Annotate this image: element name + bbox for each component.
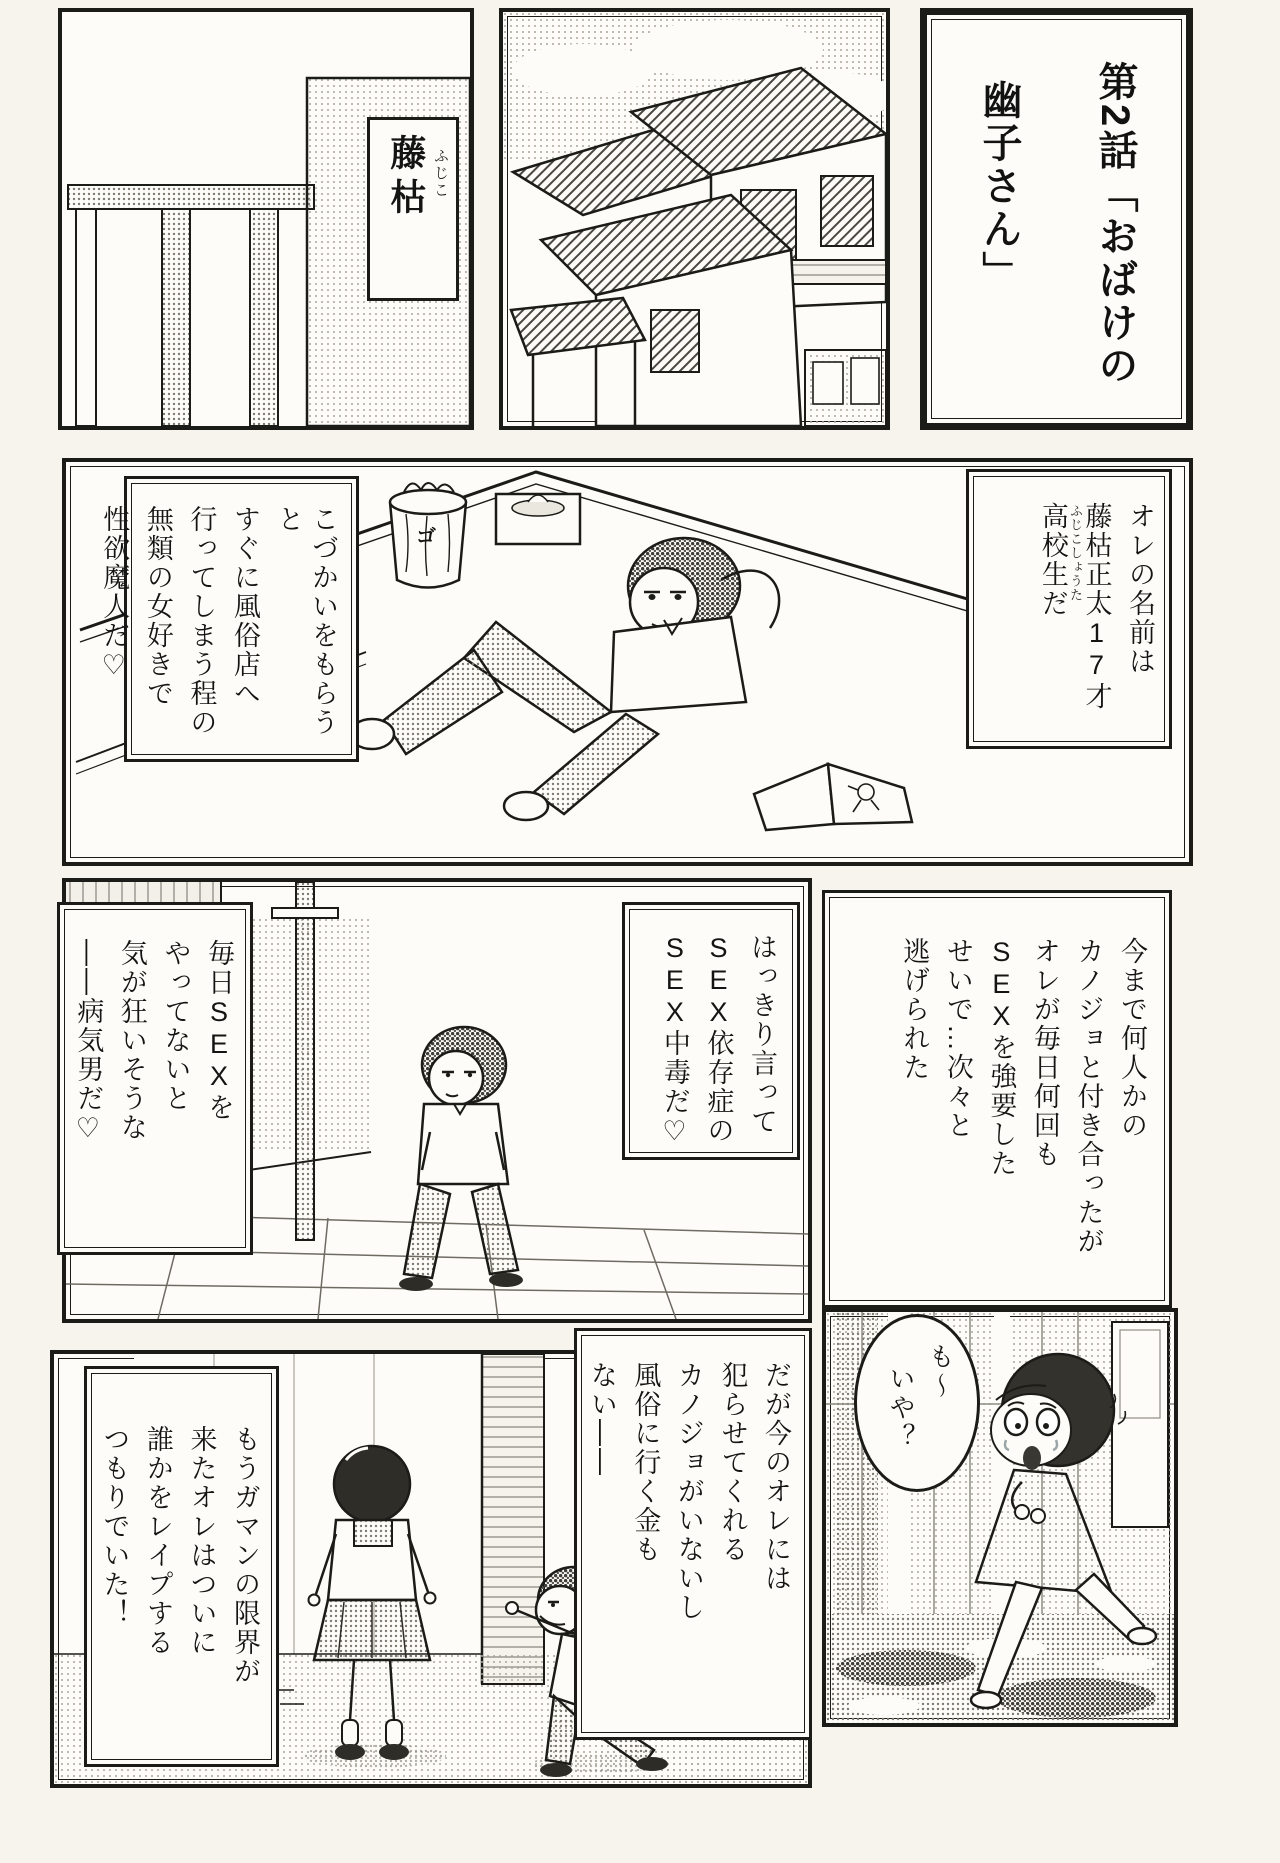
- narration-column: 藤枯正太17才: [1081, 502, 1112, 711]
- narration-column: ――病気男だ♡: [73, 939, 104, 1146]
- narration-box-everyday: [57, 902, 253, 1255]
- narration-column: はっきり言って: [747, 933, 777, 1136]
- narration-column: 高校生だ: [1037, 502, 1068, 618]
- narration-column: やってないと: [160, 939, 191, 1113]
- narration-column: せいで…次々と: [942, 937, 973, 1140]
- episode-title-line-1: 第2話「おばけの: [1093, 61, 1137, 388]
- panel-house: [499, 8, 890, 430]
- nameplate-kanji: 藤枯: [385, 134, 427, 222]
- narration-column: 無類の女好きで: [142, 505, 173, 708]
- speech-column: いや？: [886, 1365, 916, 1452]
- narration-column: オレの名前は: [1125, 502, 1155, 676]
- narration-column: SEX中毒だ♡: [659, 933, 690, 1149]
- narration-column: 毎日SEXを: [204, 939, 234, 1122]
- narration-column: SEXを強要した: [986, 937, 1017, 1178]
- narration-column: カノジョと付き合ったが: [1073, 937, 1104, 1256]
- narration-column: 来たオレはついに: [186, 1425, 217, 1657]
- speech-column: も〜: [925, 1343, 956, 1401]
- narration-column: SEX依存症の: [703, 933, 734, 1145]
- trash-bin-label: ゴ: [416, 526, 436, 548]
- narration-box-girlfriends: [822, 890, 1172, 1308]
- narration-column: ない――: [586, 1361, 617, 1477]
- narration-box-pervert-intro: [99, 476, 359, 762]
- narration-column: 今まで何人かの: [1117, 937, 1147, 1140]
- gate-nameplate: [367, 117, 459, 301]
- narration-box-addict: [622, 902, 800, 1160]
- narration-column: 誰かをレイプする: [142, 1425, 173, 1657]
- episode-title-line-2: 幽子さん」: [977, 79, 1021, 294]
- narration-column: こづかいをもらうと: [273, 505, 338, 737]
- narration-box-name-intro: [966, 469, 1172, 749]
- narration-column: つもりでいた！: [99, 1425, 130, 1628]
- narration-column: 犯らせてくれる: [717, 1361, 748, 1564]
- narration-column: だが今のオレには: [761, 1361, 791, 1593]
- narration-column: オレが毎日何回も: [1029, 937, 1060, 1169]
- panel-running-girl: [822, 1308, 1178, 1727]
- panel-title: [920, 8, 1193, 430]
- panel-gate: [58, 8, 474, 430]
- narration-box-limit: [84, 1366, 279, 1767]
- speech-bubble: [854, 1314, 980, 1492]
- narration-column: 逃げられた: [899, 937, 930, 1082]
- narration-column: もうガマンの限界が: [230, 1425, 260, 1686]
- narration-box-no-girlfriend: [574, 1328, 812, 1740]
- narration-column: 風俗に行く金も: [630, 1361, 661, 1564]
- narration-column: すぐに風俗店へ: [229, 505, 260, 708]
- name-furigana: ふじこしょうた: [1068, 504, 1083, 602]
- narration-column: 気が狂いそうな: [116, 939, 147, 1142]
- house-illustration: [503, 12, 886, 426]
- narration-column: 性欲魔人だ♡: [99, 505, 130, 683]
- narration-column: カノジョがいないし: [673, 1361, 704, 1622]
- nameplate-furigana: ふじこ: [432, 148, 449, 199]
- panel-room: [62, 458, 1193, 866]
- narration-column: 行ってしまう程の: [186, 505, 217, 737]
